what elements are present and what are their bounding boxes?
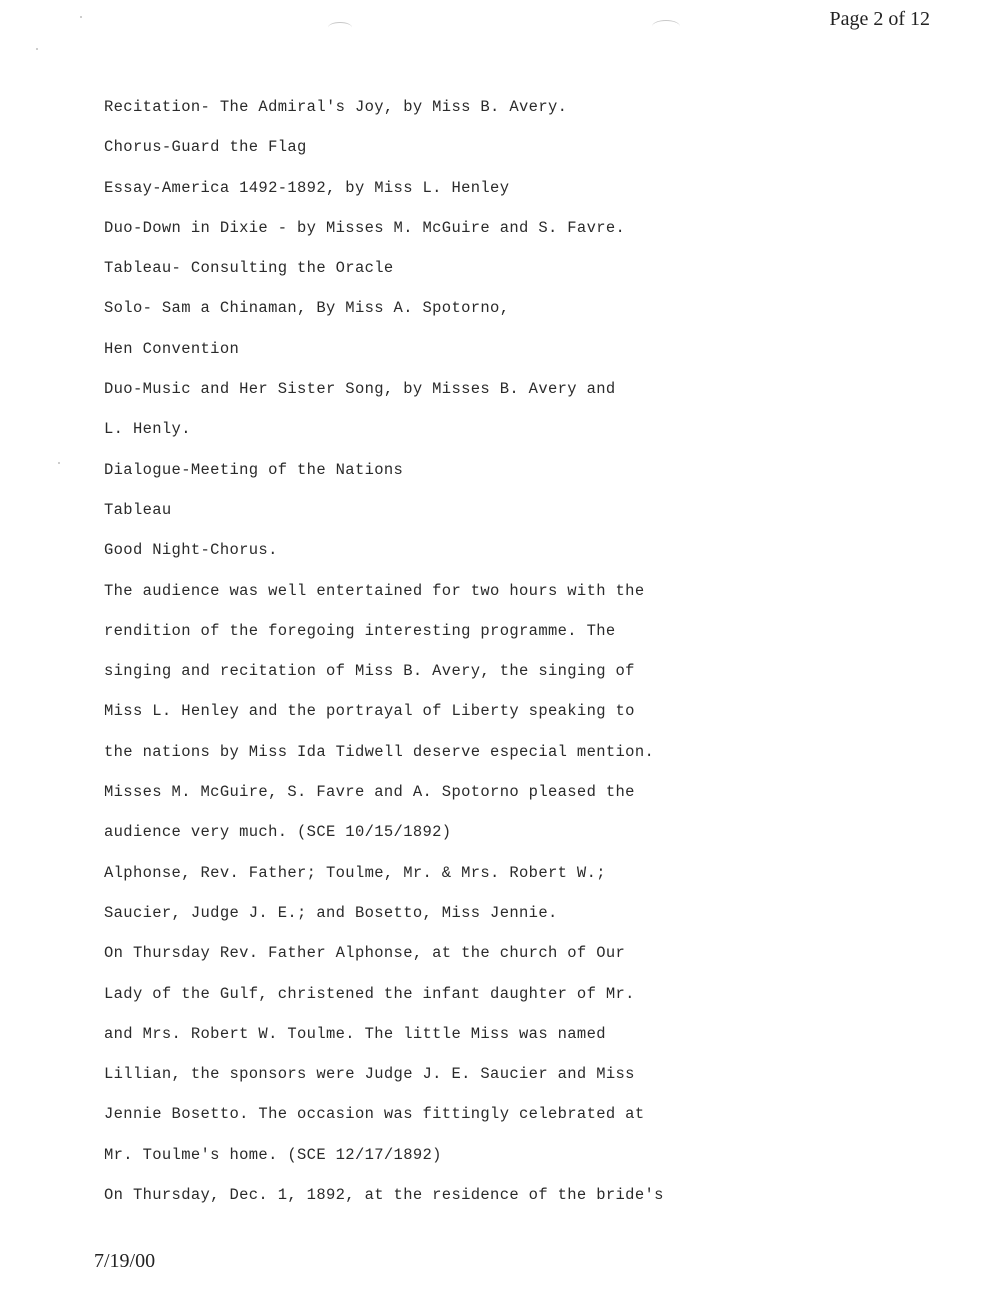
- text-line: Lady of the Gulf, christened the infant daughter of Mr.: [104, 984, 635, 1003]
- transcript-body: [104, 95, 944, 1223]
- scan-speck: [36, 48, 38, 50]
- text-line: Solo- Sam a Chinaman, By Miss A. Spotorno,: [104, 299, 510, 318]
- text-line: Saucier, Judge J. E.; and Bosetto, Miss Jennie.: [104, 903, 558, 922]
- text-line: On Thursday Rev. Father Alphonse, at the church of Our: [104, 944, 626, 963]
- text-line: Tableau- Consulting the Oracle: [104, 259, 394, 278]
- text-line: Essay-America 1492-1892, by Miss L. Henley: [104, 178, 510, 197]
- scan-speck: [80, 16, 82, 18]
- scan-artifact-right: [652, 20, 680, 33]
- text-line: Duo-Down in Dixie - by Misses M. McGuire and S. Favre.: [104, 218, 626, 237]
- text-line: Alphonse, Rev. Father; Toulme, Mr. & Mrs. Robert W.;: [104, 863, 606, 882]
- text-line: audience very much. (SCE 10/15/1892): [104, 823, 452, 842]
- text-line: Recitation- The Admiral's Joy, by Miss B. Avery.: [104, 98, 568, 116]
- text-line: Dialogue-Meeting of the Nations: [104, 460, 404, 479]
- text-line: Good Night-Chorus.: [104, 541, 278, 560]
- scan-artifact-left: [328, 22, 352, 33]
- text-line: Jennie Bosetto. The occasion was fittingly celebrated at: [104, 1105, 645, 1124]
- footer-date: 7/19/00: [94, 1250, 156, 1272]
- text-line: Hen Convention: [104, 339, 240, 358]
- text-line: rendition of the foregoing interesting programme. The: [104, 621, 616, 640]
- text-line: The audience was well entertained for two hours with the: [104, 581, 645, 600]
- scan-speck: [58, 462, 60, 464]
- page-number: Page 2 of 12: [829, 8, 930, 30]
- text-line: Duo-Music and Her Sister Song, by Misses B. Avery and: [104, 380, 616, 399]
- text-line: L. Henly.: [104, 420, 191, 439]
- text-line: Chorus-Guard the Flag: [104, 138, 307, 157]
- text-line: On Thursday, Dec. 1, 1892, at the residence of the bride's: [104, 1186, 664, 1205]
- text-line: Lillian, the sponsors were Judge J. E. Saucier and Miss: [104, 1065, 635, 1084]
- text-line: Tableau: [104, 500, 172, 519]
- text-line: Miss L. Henley and the portrayal of Liberty speaking to: [104, 702, 635, 721]
- text-line: Mr. Toulme's home. (SCE 12/17/1892): [104, 1145, 442, 1164]
- text-line: singing and recitation of Miss B. Avery, the singing of: [104, 662, 635, 681]
- text-line: the nations by Miss Ida Tidwell deserve especial mention.: [104, 742, 655, 761]
- text-line: Misses M. McGuire, S. Favre and A. Spotorno pleased the: [104, 783, 635, 802]
- text-line: and Mrs. Robert W. Toulme. The little Miss was named: [104, 1024, 606, 1043]
